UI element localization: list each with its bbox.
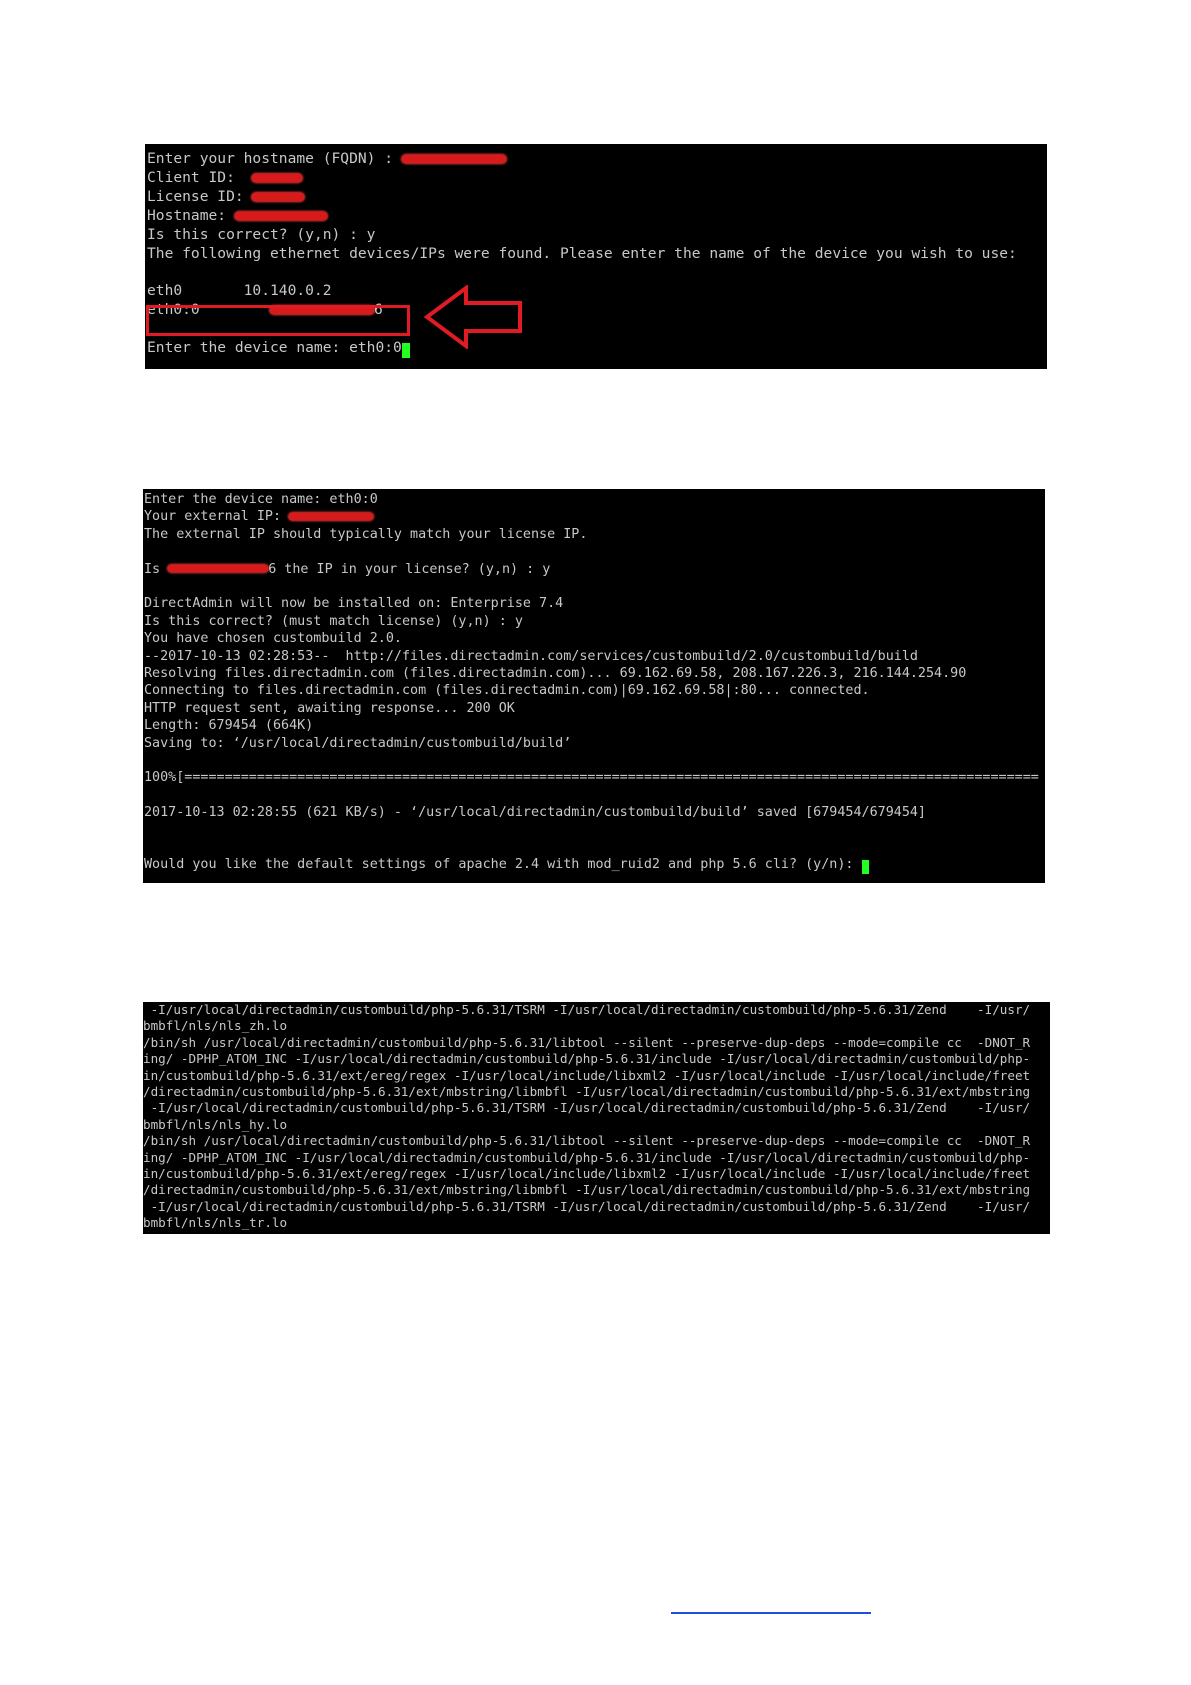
terminal-line bbox=[144, 856, 869, 873]
terminal-text: -I/usr/local/directadmin/custombuild/php-5.6.31/TSRM -I/usr/local/directadmin/custombuild/php-5.6.31/Zend -I/usr/ bbox=[143, 1100, 1031, 1116]
redaction-mark bbox=[235, 212, 327, 220]
terminal-line bbox=[143, 1084, 1030, 1100]
terminal-line bbox=[143, 1133, 1030, 1149]
terminal-text: /bin/sh /usr/local/directadmin/custombuild/php-5.6.31/libtool --silent --preserve-dup-deps --mode=compile cc -DNOT_R bbox=[143, 1133, 1031, 1149]
terminal-line bbox=[147, 150, 506, 169]
terminal-line bbox=[144, 613, 523, 630]
terminal-text: /bin/sh /usr/local/directadmin/custombuild/php-5.6.31/libtool --silent --preserve-dup-deps --mode=compile cc -DNOT_R bbox=[143, 1034, 1031, 1050]
terminal-text: 100%[========================================================================================================== bbox=[144, 770, 1039, 786]
terminal-line bbox=[144, 735, 571, 752]
terminal-window-3 bbox=[143, 1002, 1050, 1234]
terminal-line bbox=[147, 226, 375, 245]
redaction-mark bbox=[289, 513, 373, 520]
terminal-text: Enter your hostname (FQDN) : bbox=[147, 150, 402, 167]
terminal-text-after: 6 the IP in your license? (y,n) : y bbox=[268, 561, 551, 577]
terminal-text: Enter the device name: eth0:0 bbox=[147, 339, 402, 356]
terminal-text: The external IP should typically match your license IP. bbox=[144, 526, 588, 542]
terminal-text: Hostname: bbox=[147, 206, 235, 224]
terminal-line bbox=[147, 207, 327, 226]
terminal-line bbox=[143, 1018, 287, 1034]
terminal-line bbox=[144, 769, 1039, 786]
terminal-text: bmbfl/nls/nls_hy.lo bbox=[143, 1116, 288, 1132]
terminal-line bbox=[144, 804, 926, 821]
terminal-text: eth0:0 bbox=[147, 301, 271, 319]
device-highlight-box bbox=[146, 305, 410, 336]
terminal-line bbox=[144, 508, 373, 525]
terminal-text: Is this correct? (must match license) (y,n) : y bbox=[144, 613, 523, 629]
terminal-text: in/custombuild/php-5.6.31/ext/ereg/regex -I/usr/local/include/libxml2 -I/usr/local/include -I/usr/local/include/freet bbox=[143, 1166, 1031, 1181]
terminal-line bbox=[144, 595, 563, 612]
terminal-text: --2017-10-13 02:28:53-- http://files.directadmin.com/services/custombuild/2.0/custombuild/build bbox=[144, 648, 918, 664]
terminal-text: The following ethernet devices/IPs were found. Please enter the name of the device you wish to use: bbox=[147, 244, 1017, 262]
terminal-text: Is this correct? (y,n) : y bbox=[147, 225, 376, 243]
terminal-text: Your external IP: bbox=[144, 509, 290, 525]
terminal-text: Connecting to files.directadmin.com (files.directadmin.com)|69.162.69.58|:80... connected. bbox=[144, 683, 870, 699]
terminal-line bbox=[144, 630, 402, 647]
terminal-text: DirectAdmin will now be installed on: Enterprise 7.4 bbox=[144, 596, 564, 612]
terminal-line bbox=[147, 282, 332, 301]
redaction-mark bbox=[168, 565, 268, 572]
terminal-line bbox=[147, 245, 1017, 264]
footer-link[interactable] bbox=[671, 1594, 871, 1614]
terminal-text: HTTP request sent, awaiting response... 200 OK bbox=[144, 700, 515, 716]
terminal-text: -I/usr/local/directadmin/custombuild/php-5.6.31/TSRM -I/usr/local/directadmin/custombuild/php-5.6.31/Zend -I/usr/ bbox=[143, 1198, 1031, 1214]
terminal-text: Resolving files.directadmin.com (files.directadmin.com)... 69.162.69.58, 208.167.226.3, 216.144.254.90 bbox=[144, 666, 967, 681]
terminal-line bbox=[143, 1051, 1030, 1067]
terminal-text: -I/usr/local/directadmin/custombuild/php-5.6.31/TSRM -I/usr/local/directadmin/custombuild/php-5.6.31/Zend -I/usr/ bbox=[143, 1002, 1031, 1017]
left-arrow-icon bbox=[424, 285, 524, 349]
terminal-text: Client ID: bbox=[147, 168, 253, 186]
terminal-text: ing/ -DPHP_ATOM_INC -I/usr/local/directadmin/custombuild/php-5.6.31/include -I/usr/local/directadmin/custombuild/php- bbox=[143, 1051, 1031, 1067]
terminal-text: License ID: bbox=[147, 187, 253, 205]
terminal-text: Length: 679454 (664K) bbox=[144, 718, 314, 734]
terminal-line bbox=[144, 665, 966, 682]
terminal-text: 2017-10-13 02:28:55 (621 KB/s) - ‘/usr/local/directadmin/custombuild/build’ saved [679454/679454] bbox=[144, 805, 926, 821]
terminal-text: Enter the device name: eth0:0 bbox=[144, 492, 378, 507]
terminal-line bbox=[143, 1199, 1030, 1215]
terminal-line bbox=[144, 561, 550, 578]
redaction-mark bbox=[252, 193, 304, 201]
terminal-text: bmbfl/nls/nls_tr.lo bbox=[143, 1215, 288, 1231]
terminal-line bbox=[147, 339, 410, 358]
terminal-text: /directadmin/custombuild/php-5.6.31/ext/mbstring/libmbfl -I/usr/local/directadmin/custombuild/php-5.6.31/ext/mbstring bbox=[143, 1182, 1031, 1198]
terminal-line bbox=[144, 682, 870, 699]
terminal-line bbox=[147, 169, 302, 188]
terminal-text: Would you like the default settings of apache 2.4 with mod_ruid2 and php 5.6 cli? (y/n): bbox=[144, 857, 862, 873]
terminal-line bbox=[144, 700, 515, 717]
terminal-line bbox=[144, 648, 918, 665]
terminal-line bbox=[143, 1182, 1030, 1198]
terminal-line bbox=[143, 1166, 1030, 1182]
redaction-mark bbox=[402, 155, 506, 163]
terminal-text: Is bbox=[144, 561, 169, 577]
terminal-text: eth0 10.140.0.2 bbox=[147, 282, 332, 300]
terminal-text-after: 6 bbox=[374, 301, 383, 319]
terminal-text: You have chosen custombuild 2.0. bbox=[144, 631, 402, 647]
redaction-mark bbox=[252, 174, 302, 182]
terminal-line bbox=[144, 717, 313, 734]
terminal-line bbox=[144, 491, 378, 508]
terminal-line bbox=[147, 188, 304, 207]
terminal-cursor bbox=[402, 343, 410, 358]
terminal-line bbox=[143, 1150, 1030, 1166]
terminal-text: bmbfl/nls/nls_zh.lo bbox=[143, 1018, 288, 1034]
terminal-line bbox=[143, 1035, 1030, 1051]
terminal-text: in/custombuild/php-5.6.31/ext/ereg/regex -I/usr/local/include/libxml2 -I/usr/local/include -I/usr/local/include/freet bbox=[143, 1067, 1031, 1083]
terminal-line bbox=[143, 1100, 1030, 1116]
terminal-line bbox=[143, 1215, 287, 1231]
terminal-line bbox=[143, 1068, 1030, 1084]
terminal-line bbox=[144, 526, 587, 543]
terminal-text: Saving to: ‘/usr/local/directadmin/custombuild/build’ bbox=[144, 735, 572, 751]
terminal-text: /directadmin/custombuild/php-5.6.31/ext/mbstring/libmbfl -I/usr/local/directadmin/custombuild/php-5.6.31/ext/mbstring bbox=[143, 1084, 1031, 1099]
terminal-line bbox=[143, 1002, 1030, 1018]
terminal-text: ing/ -DPHP_ATOM_INC -I/usr/local/directadmin/custombuild/php-5.6.31/include -I/usr/local/directadmin/custombuild/php- bbox=[143, 1149, 1031, 1165]
terminal-window-2 bbox=[143, 489, 1045, 883]
terminal-cursor bbox=[862, 860, 869, 874]
terminal-line bbox=[143, 1117, 287, 1133]
